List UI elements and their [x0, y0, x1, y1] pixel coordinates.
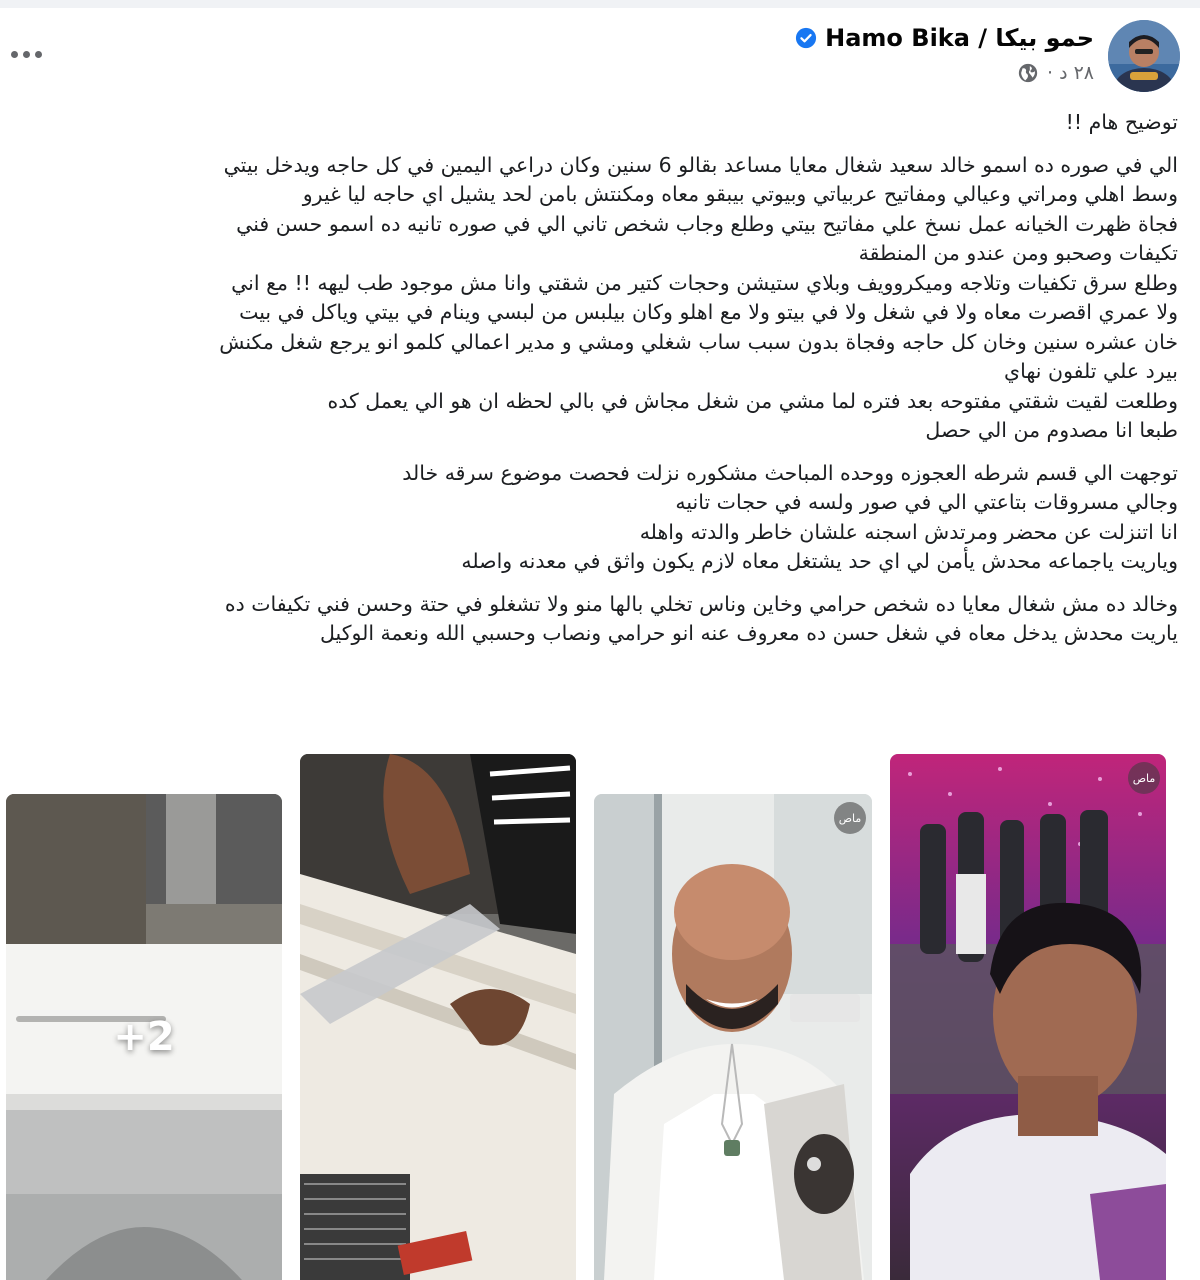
- post-meta: [1017, 62, 1094, 84]
- post-author: [795, 24, 1094, 52]
- post-text-line: وطلعت لقيت شقتي مفتوحه بعد فتره لما مشي من شغل مجاش في بالي لحظه ان هو الي يعمل كده: [327, 388, 1178, 413]
- post-text-line: وجالي مسروقات بتاعتي الي في صور ولسه في حجات تانيه: [675, 490, 1178, 514]
- post-timestamp[interactable]: ٢٨ د ·: [1046, 62, 1094, 84]
- author-name[interactable]: حمو بيكا / Hamo Bika: [825, 24, 1094, 52]
- avatar-image: [1108, 20, 1180, 92]
- photo-watermark: ماص: [834, 802, 866, 834]
- post-text-line: بيرد علي تلفون نهاي: [1004, 359, 1178, 383]
- more-photos-count: +2: [113, 1014, 175, 1060]
- post-text-line: انا اتنزلت عن محضر ومرتدش اسجنه علشان خاطر والدته واهله: [639, 519, 1178, 544]
- author-avatar[interactable]: [1108, 20, 1180, 92]
- post-text-line: وطلع سرق تكفيات وتلاجه وميكروويف وبلاي ستيشن وحجات كتير من شقتي وانا مش موجود طب ليهه !! مع اني: [231, 270, 1178, 295]
- top-divider: [0, 0, 1200, 8]
- photo-stolen-ac-unit[interactable]: [300, 754, 576, 1280]
- post-text-line: طبعا انا مصدوم من الي حصل: [925, 418, 1178, 442]
- post-text-line: ولا عمري اقصرت معاه ولا في شغل ولا في بيتو ولا مع اهلو وكان بيلبس من لبسي وينام في بيتي وياكل في بيت: [239, 300, 1178, 324]
- post-text-line: فجاة ظهرت الخيانه عمل نسخ علي مفاتيح بيتي وطلع وجاب شخص تاني الي في صوره تانيه ده اسمو حسن فني: [236, 211, 1178, 236]
- post-text-line: الي في صوره ده اسمو خالد سعيد شغال معايا مساعد بقالو 6 سنين وكان دراعي اليمين في كل حاجه ويدخل بيتي: [223, 152, 1178, 177]
- post-text-line: تكيفات وصحبو ومن عندو من المنطقة: [858, 241, 1178, 265]
- photo-hassan-portrait[interactable]: [890, 754, 1166, 1280]
- post-paragraph: [8, 151, 1178, 446]
- post-paragraph: [8, 108, 1178, 138]
- post-text-line: وخالد ده مش شغال معايا ده شخص حرامي وخاين وناس تخلي بالها منو ولا تشغلو في حتة وحسن فني تكيفات ده: [224, 591, 1178, 616]
- photo-watermark: ماص: [1128, 762, 1160, 794]
- post-text-line: ياريت محدش يدخل معاه في شغل حسن ده معروف عنه انو حرامي ونصاب وحسبي الله ونعمة الوكيل: [320, 621, 1178, 645]
- post-paragraph: [8, 590, 1178, 649]
- post-text-line: توجهت الي قسم شرطه العجوزه ووحده المباحث مشكوره نزلت فحصت موضوع سرقه خالد: [402, 460, 1178, 485]
- post-text-line: خان عشره سنين وخان كل حاجه وفجاة بدون سبب ساب شغلي ومشي و مدير اعمالي كلمو انو يرجع شغل مكنش: [219, 329, 1178, 354]
- photo-khaled-portrait[interactable]: [594, 794, 872, 1280]
- post-text-line: وياريت ياجماعه محدش يأمن لي اي حد يشتغل معاه لازم يكون واثق في معدنه واصله: [461, 549, 1178, 573]
- post-text-line: وسط اهلي ومراتي وعيالي ومفاتيح عربياتي وبيوتي بيبقو معاه ومكنتش بامن لحد يشيل اي حاجه ليا غيرو: [302, 182, 1178, 206]
- photo-ac-units-more[interactable]: [6, 794, 282, 1280]
- more-options-button[interactable]: [6, 44, 46, 64]
- more-options-icon: [11, 51, 18, 58]
- verified-badge-icon: [795, 27, 817, 49]
- globe-icon[interactable]: [1017, 62, 1039, 84]
- post-heading-line: توضيح هام !!: [1065, 110, 1178, 134]
- post-paragraph: [8, 459, 1178, 577]
- post-body-text: [8, 108, 1178, 662]
